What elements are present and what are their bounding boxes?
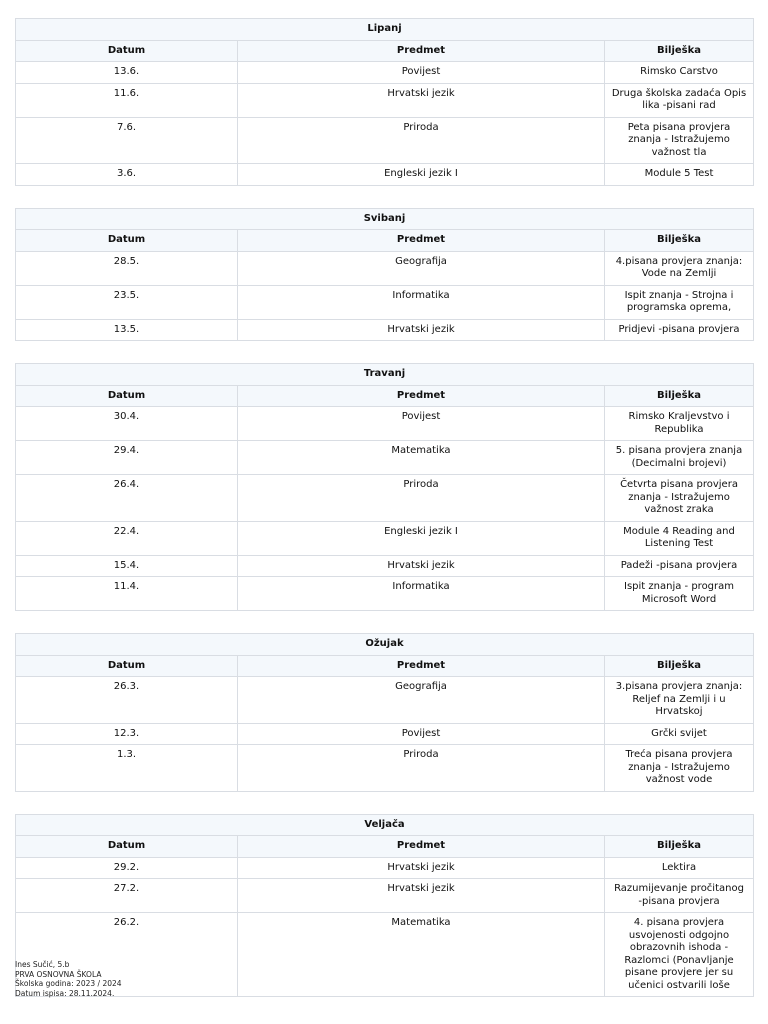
- cell-date: 13.6.: [16, 62, 238, 84]
- cell-note: Rimsko Carstvo: [605, 62, 754, 84]
- month-table: [15, 363, 754, 611]
- cell-subject: Hrvatski jezik: [238, 555, 605, 577]
- table-row: [16, 475, 754, 522]
- footer-student: Ines Sučić, 5.b: [15, 960, 70, 969]
- cell-subject: Priroda: [238, 475, 605, 522]
- cell-subject: Matematika: [238, 913, 605, 997]
- cell-note: Peta pisana provjera znanja - Istražujemo važnost tla: [605, 117, 754, 164]
- cell-date: 11.6.: [16, 83, 238, 117]
- column-header-subject: Predmet: [238, 655, 605, 677]
- column-header-note: Bilješka: [605, 385, 754, 407]
- cell-note: 4.pisana provjera znanja: Vode na Zemlji: [605, 251, 754, 285]
- column-header-subject: Predmet: [238, 40, 605, 62]
- column-header-subject: Predmet: [238, 230, 605, 252]
- table-row: [16, 577, 754, 611]
- column-header-note: Bilješka: [605, 655, 754, 677]
- table-row: [16, 555, 754, 577]
- cell-subject: Engleski jezik I: [238, 164, 605, 186]
- cell-subject: Engleski jezik I: [238, 521, 605, 555]
- cell-note: Treća pisana provjera znanja - Istražujemo važnost vode: [605, 745, 754, 792]
- table-row: [16, 441, 754, 475]
- cell-date: 26.3.: [16, 677, 238, 724]
- column-header-date: Datum: [16, 40, 238, 62]
- cell-note: Lektira: [605, 857, 754, 879]
- cell-date: 15.4.: [16, 555, 238, 577]
- month-table: [15, 208, 754, 342]
- table-row: [16, 879, 754, 913]
- table-row: [16, 83, 754, 117]
- table-row: [16, 164, 754, 186]
- cell-note: 4. pisana provjera usvojenosti odgojno obrazovnih ishoda - Razlomci (Ponavljanje pisane provjere jer su učenici ostvarili loše: [605, 913, 754, 997]
- month-title: Ožujak: [16, 634, 754, 656]
- footer-print-date: Datum ispisa: 28.11.2024.: [15, 988, 115, 998]
- month-title: Svibanj: [16, 208, 754, 230]
- cell-subject: Hrvatski jezik: [238, 857, 605, 879]
- column-header-date: Datum: [16, 655, 238, 677]
- cell-subject: Geografija: [238, 251, 605, 285]
- cell-date: 13.5.: [16, 319, 238, 341]
- month-title: Travanj: [16, 364, 754, 386]
- cell-date: 26.2.: [16, 913, 238, 997]
- cell-subject: Povijest: [238, 62, 605, 84]
- cell-date: 30.4.: [16, 407, 238, 441]
- cell-note: Rimsko Kraljevstvo i Republika: [605, 407, 754, 441]
- cell-date: 7.6.: [16, 117, 238, 164]
- cell-date: 29.4.: [16, 441, 238, 475]
- cell-date: 29.2.: [16, 857, 238, 879]
- table-row: [16, 521, 754, 555]
- month-table: [15, 633, 754, 792]
- cell-note: Module 4 Reading and Listening Test: [605, 521, 754, 555]
- cell-note: Ispit znanja - program Microsoft Word: [605, 577, 754, 611]
- cell-note: 3.pisana provjera znanja: Reljef na Zemlji i u Hrvatskoj: [605, 677, 754, 724]
- cell-subject: Matematika: [238, 441, 605, 475]
- column-header-date: Datum: [16, 230, 238, 252]
- cell-date: 12.3.: [16, 723, 238, 745]
- footer-school: PRVA OSNOVNA ŠKOLA: [15, 969, 102, 979]
- table-row: [16, 407, 754, 441]
- cell-date: 22.4.: [16, 521, 238, 555]
- cell-subject: Priroda: [238, 117, 605, 164]
- cell-note: Ispit znanja - Strojna i programska oprema,: [605, 285, 754, 319]
- table-row: [16, 677, 754, 724]
- cell-note: 5. pisana provjera znanja (Decimalni brojevi): [605, 441, 754, 475]
- cell-subject: Povijest: [238, 407, 605, 441]
- table-row: [16, 723, 754, 745]
- cell-date: 1.3.: [16, 745, 238, 792]
- table-row: [16, 62, 754, 84]
- cell-subject: Hrvatski jezik: [238, 879, 605, 913]
- cell-subject: Hrvatski jezik: [238, 83, 605, 117]
- cell-subject: Priroda: [238, 745, 605, 792]
- cell-date: 26.4.: [16, 475, 238, 522]
- cell-date: 28.5.: [16, 251, 238, 285]
- cell-note: Četvrta pisana provjera znanja - Istražujemo važnost zraka: [605, 475, 754, 522]
- cell-date: 3.6.: [16, 164, 238, 186]
- month-table: [15, 18, 754, 186]
- exam-schedule: [15, 18, 753, 1019]
- column-header-date: Datum: [16, 385, 238, 407]
- column-header-note: Bilješka: [605, 836, 754, 858]
- cell-note: Druga školska zadaća Opis lika -pisani rad: [605, 83, 754, 117]
- cell-note: Razumijevanje pročitanog -pisana provjera: [605, 879, 754, 913]
- table-row: [16, 251, 754, 285]
- table-row: [16, 285, 754, 319]
- cell-date: 11.4.: [16, 577, 238, 611]
- cell-date: 27.2.: [16, 879, 238, 913]
- page-footer: [15, 960, 315, 998]
- table-row: [16, 319, 754, 341]
- table-row: [16, 857, 754, 879]
- cell-subject: Informatika: [238, 285, 605, 319]
- column-header-note: Bilješka: [605, 230, 754, 252]
- table-row: [16, 117, 754, 164]
- cell-note: Module 5 Test: [605, 164, 754, 186]
- footer-school-year: Školska godina: 2023 / 2024: [15, 979, 122, 988]
- cell-subject: Povijest: [238, 723, 605, 745]
- cell-subject: Geografija: [238, 677, 605, 724]
- cell-subject: Hrvatski jezik: [238, 319, 605, 341]
- cell-note: Grčki svijet: [605, 723, 754, 745]
- cell-subject: Informatika: [238, 577, 605, 611]
- column-header-note: Bilješka: [605, 40, 754, 62]
- column-header-subject: Predmet: [238, 836, 605, 858]
- column-header-subject: Predmet: [238, 385, 605, 407]
- cell-note: Padeži -pisana provjera: [605, 555, 754, 577]
- cell-note: Pridjevi -pisana provjera: [605, 319, 754, 341]
- table-row: [16, 745, 754, 792]
- month-title: Veljača: [16, 814, 754, 836]
- column-header-date: Datum: [16, 836, 238, 858]
- cell-date: 23.5.: [16, 285, 238, 319]
- month-title: Lipanj: [16, 19, 754, 41]
